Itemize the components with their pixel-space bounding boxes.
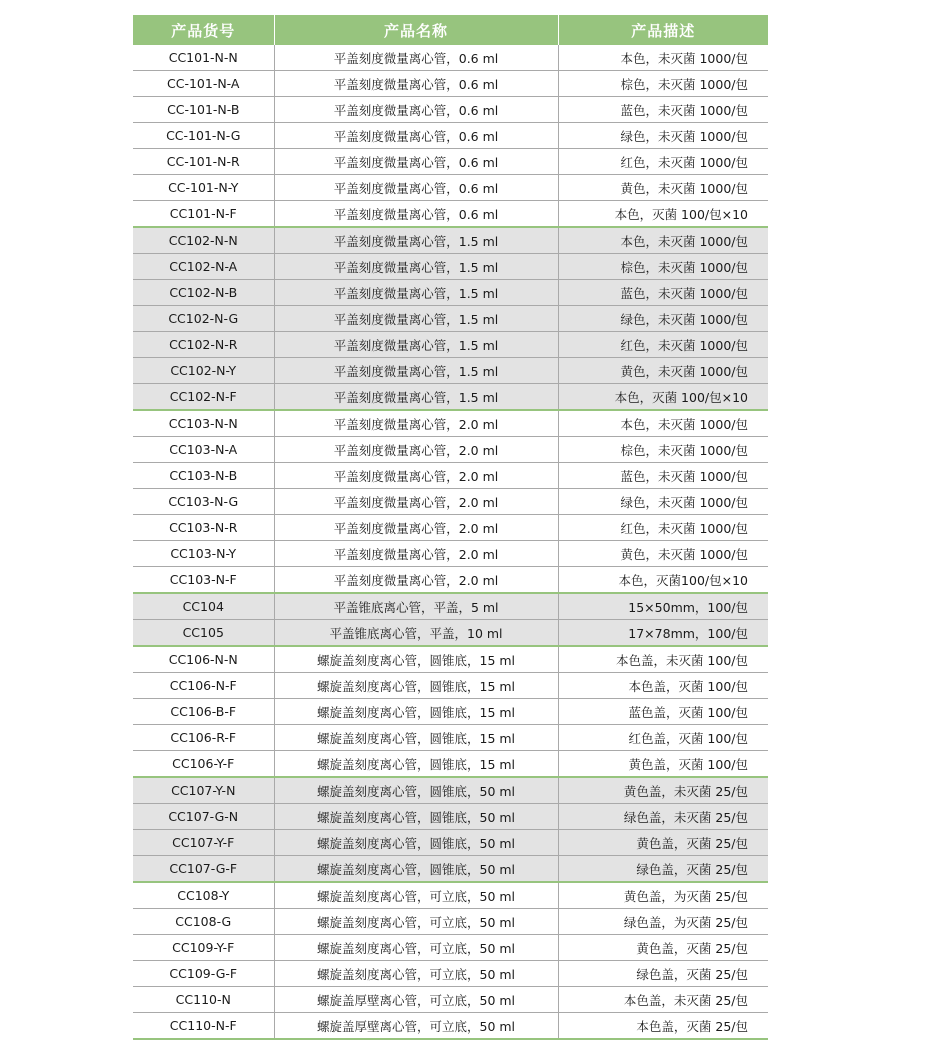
product-code-cell: CC107-Y-F — [133, 830, 274, 856]
table-row — [133, 227, 768, 254]
product-code-cell: CC107-G-F — [133, 856, 274, 883]
table-row — [133, 620, 768, 647]
product-description-cell: 15×50mm，100/包 — [558, 593, 768, 620]
product-description-cell: 绿色盖，灭菌 25/包 — [558, 856, 768, 883]
table-row — [133, 515, 768, 541]
product-code-cell: CC106-Y-F — [133, 751, 274, 778]
table-row — [133, 909, 768, 935]
product-name-cell: 平盖刻度微量离心管，2.0 ml — [274, 541, 558, 567]
product-description-cell: 绿色，未灭菌 1000/包 — [558, 123, 768, 149]
product-code-cell: CC102-N-G — [133, 306, 274, 332]
table-row — [133, 149, 768, 175]
product-code-cell: CC-101-N-R — [133, 149, 274, 175]
product-code-cell: CC104 — [133, 593, 274, 620]
product-name-cell: 螺旋盖刻度离心管，圆锥底，50 ml — [274, 830, 558, 856]
table-row — [133, 489, 768, 515]
product-code-cell: CC106-B-F — [133, 699, 274, 725]
product-description-cell: 棕色，未灭菌 1000/包 — [558, 71, 768, 97]
product-description-cell: 黄色，未灭菌 1000/包 — [558, 358, 768, 384]
product-name-cell: 平盖刻度微量离心管，1.5 ml — [274, 254, 558, 280]
table-row — [133, 384, 768, 411]
product-description-cell: 红色盖，灭菌 100/包 — [558, 725, 768, 751]
product-description-cell: 本色，未灭菌 1000/包 — [558, 45, 768, 71]
product-code-cell: CC106-N-N — [133, 646, 274, 673]
table-row — [133, 437, 768, 463]
product-code-cell: CC103-N-A — [133, 437, 274, 463]
product-description-cell: 绿色盖，灭菌 25/包 — [558, 961, 768, 987]
product-code-cell: CC102-N-B — [133, 280, 274, 306]
product-description-cell: 绿色盖，未灭菌 25/包 — [558, 804, 768, 830]
product-name-cell: 平盖刻度微量离心管，2.0 ml — [274, 437, 558, 463]
product-description-cell: 蓝色，未灭菌 1000/包 — [558, 463, 768, 489]
product-name-cell: 螺旋盖刻度离心管，圆锥底，15 ml — [274, 673, 558, 699]
product-code-cell: CC103-N-Y — [133, 541, 274, 567]
product-code-cell: CC103-N-R — [133, 515, 274, 541]
product-name-cell: 平盖刻度微量离心管，1.5 ml — [274, 384, 558, 411]
product-name-cell: 平盖锥底离心管，平盖，10 ml — [274, 620, 558, 647]
product-name-cell: 平盖刻度微量离心管，1.5 ml — [274, 227, 558, 254]
table-row — [133, 699, 768, 725]
product-code-cell: CC107-Y-N — [133, 777, 274, 804]
product-description-cell: 红色，未灭菌 1000/包 — [558, 332, 768, 358]
product-description-cell: 黄色盖，灭菌 25/包 — [558, 830, 768, 856]
product-description-cell: 棕色，未灭菌 1000/包 — [558, 437, 768, 463]
product-description-cell: 蓝色，未灭菌 1000/包 — [558, 280, 768, 306]
table-row — [133, 987, 768, 1013]
product-name-cell: 平盖刻度微量离心管，0.6 ml — [274, 175, 558, 201]
header-row — [133, 15, 768, 45]
table-row — [133, 541, 768, 567]
table-row — [133, 123, 768, 149]
header-product-code: 产品货号 — [133, 15, 274, 45]
product-name-cell: 螺旋盖刻度离心管，可立底，50 ml — [274, 882, 558, 909]
product-code-cell: CC102-N-F — [133, 384, 274, 411]
product-name-cell: 螺旋盖刻度离心管，可立底，50 ml — [274, 935, 558, 961]
table-body — [133, 45, 768, 1039]
table-row — [133, 175, 768, 201]
table-row — [133, 463, 768, 489]
product-code-cell: CC101-N-F — [133, 201, 274, 228]
product-code-cell: CC107-G-N — [133, 804, 274, 830]
product-code-cell: CC103-N-B — [133, 463, 274, 489]
table-row — [133, 777, 768, 804]
product-description-cell: 黄色盖，灭菌 25/包 — [558, 935, 768, 961]
product-code-cell: CC106-R-F — [133, 725, 274, 751]
table-row — [133, 97, 768, 123]
product-name-cell: 螺旋盖刻度离心管，圆锥底，15 ml — [274, 751, 558, 778]
table-row — [133, 593, 768, 620]
table-row — [133, 882, 768, 909]
product-code-cell: CC103-N-G — [133, 489, 274, 515]
product-code-cell: CC108-G — [133, 909, 274, 935]
product-code-cell: CC101-N-N — [133, 45, 274, 71]
product-name-cell: 螺旋盖刻度离心管，圆锥底，15 ml — [274, 646, 558, 673]
product-name-cell: 螺旋盖厚壁离心管，可立底，50 ml — [274, 1013, 558, 1040]
product-code-cell: CC105 — [133, 620, 274, 647]
product-description-cell: 本色，灭菌100/包×10 — [558, 567, 768, 594]
table-row — [133, 673, 768, 699]
product-code-cell: CC102-N-N — [133, 227, 274, 254]
product-description-cell: 黄色盖，灭菌 100/包 — [558, 751, 768, 778]
table-row — [133, 856, 768, 883]
product-description-cell: 黄色盖，为灭菌 25/包 — [558, 882, 768, 909]
product-description-cell: 绿色，未灭菌 1000/包 — [558, 306, 768, 332]
header-product-name: 产品名称 — [274, 15, 558, 45]
product-code-cell: CC102-N-A — [133, 254, 274, 280]
product-description-cell: 本色盖，未灭菌 25/包 — [558, 987, 768, 1013]
product-code-cell: CC103-N-F — [133, 567, 274, 594]
header-product-description: 产品描述 — [558, 15, 768, 45]
product-name-cell: 平盖刻度微量离心管，1.5 ml — [274, 358, 558, 384]
product-description-cell: 17×78mm，100/包 — [558, 620, 768, 647]
product-description-cell: 本色，灭菌 100/包×10 — [558, 384, 768, 411]
product-description-cell: 黄色，未灭菌 1000/包 — [558, 541, 768, 567]
product-name-cell: 平盖刻度微量离心管，2.0 ml — [274, 567, 558, 594]
product-description-cell: 本色，灭菌 100/包×10 — [558, 201, 768, 228]
product-name-cell: 平盖刻度微量离心管，1.5 ml — [274, 280, 558, 306]
table-row — [133, 935, 768, 961]
table-row — [133, 567, 768, 594]
product-code-cell: CC109-Y-F — [133, 935, 274, 961]
product-name-cell: 平盖刻度微量离心管，0.6 ml — [274, 123, 558, 149]
product-name-cell: 螺旋盖刻度离心管，可立底，50 ml — [274, 909, 558, 935]
product-name-cell: 平盖锥底离心管，平盖，5 ml — [274, 593, 558, 620]
table-row — [133, 71, 768, 97]
product-description-cell: 本色，未灭菌 1000/包 — [558, 227, 768, 254]
product-name-cell: 平盖刻度微量离心管，2.0 ml — [274, 410, 558, 437]
product-name-cell: 平盖刻度微量离心管，1.5 ml — [274, 332, 558, 358]
product-code-cell: CC106-N-F — [133, 673, 274, 699]
product-code-cell: CC108-Y — [133, 882, 274, 909]
product-code-cell: CC-101-N-A — [133, 71, 274, 97]
table-row — [133, 306, 768, 332]
product-code-cell: CC102-N-Y — [133, 358, 274, 384]
product-code-cell: CC102-N-R — [133, 332, 274, 358]
product-description-cell: 黄色盖，未灭菌 25/包 — [558, 777, 768, 804]
product-code-cell: CC110-N-F — [133, 1013, 274, 1040]
table-row — [133, 725, 768, 751]
product-description-cell: 红色，未灭菌 1000/包 — [558, 149, 768, 175]
product-description-cell: 黄色，未灭菌 1000/包 — [558, 175, 768, 201]
table-row — [133, 332, 768, 358]
product-code-cell: CC110-N — [133, 987, 274, 1013]
product-name-cell: 平盖刻度微量离心管，0.6 ml — [274, 97, 558, 123]
product-name-cell: 螺旋盖厚壁离心管，可立底，50 ml — [274, 987, 558, 1013]
product-description-cell: 棕色，未灭菌 1000/包 — [558, 254, 768, 280]
table-row — [133, 804, 768, 830]
product-name-cell: 平盖刻度微量离心管，0.6 ml — [274, 201, 558, 228]
product-name-cell: 螺旋盖刻度离心管，圆锥底，50 ml — [274, 856, 558, 883]
product-description-cell: 蓝色盖，灭菌 100/包 — [558, 699, 768, 725]
product-description-cell: 绿色，未灭菌 1000/包 — [558, 489, 768, 515]
product-code-cell: CC109-G-F — [133, 961, 274, 987]
product-name-cell: 平盖刻度微量离心管，0.6 ml — [274, 45, 558, 71]
product-catalog-table — [133, 15, 768, 1040]
table-row — [133, 45, 768, 71]
table-row — [133, 254, 768, 280]
product-description-cell: 本色盖，未灭菌 100/包 — [558, 646, 768, 673]
product-name-cell: 平盖刻度微量离心管，0.6 ml — [274, 149, 558, 175]
product-code-cell: CC-101-N-Y — [133, 175, 274, 201]
table-header — [133, 15, 768, 45]
table-row — [133, 201, 768, 228]
product-code-cell: CC103-N-N — [133, 410, 274, 437]
table-row — [133, 751, 768, 778]
table-row — [133, 280, 768, 306]
table-row — [133, 646, 768, 673]
product-code-cell: CC-101-N-G — [133, 123, 274, 149]
table-row — [133, 961, 768, 987]
product-description-cell: 本色，未灭菌 1000/包 — [558, 410, 768, 437]
product-name-cell: 螺旋盖刻度离心管，圆锥底，50 ml — [274, 804, 558, 830]
product-name-cell: 平盖刻度微量离心管，1.5 ml — [274, 306, 558, 332]
table-row — [133, 358, 768, 384]
product-name-cell: 螺旋盖刻度离心管，圆锥底，15 ml — [274, 699, 558, 725]
product-name-cell: 平盖刻度微量离心管，2.0 ml — [274, 489, 558, 515]
product-name-cell: 平盖刻度微量离心管，2.0 ml — [274, 463, 558, 489]
table-row — [133, 1013, 768, 1040]
product-name-cell: 平盖刻度微量离心管，2.0 ml — [274, 515, 558, 541]
product-description-cell: 本色盖，灭菌 100/包 — [558, 673, 768, 699]
product-name-cell: 螺旋盖刻度离心管，圆锥底，15 ml — [274, 725, 558, 751]
product-description-cell: 蓝色，未灭菌 1000/包 — [558, 97, 768, 123]
table-row — [133, 410, 768, 437]
product-description-cell: 绿色盖，为灭菌 25/包 — [558, 909, 768, 935]
product-name-cell: 螺旋盖刻度离心管，可立底，50 ml — [274, 961, 558, 987]
product-name-cell: 螺旋盖刻度离心管，圆锥底，50 ml — [274, 777, 558, 804]
product-name-cell: 平盖刻度微量离心管，0.6 ml — [274, 71, 558, 97]
product-description-cell: 本色盖，灭菌 25/包 — [558, 1013, 768, 1040]
product-code-cell: CC-101-N-B — [133, 97, 274, 123]
table-row — [133, 830, 768, 856]
product-description-cell: 红色，未灭菌 1000/包 — [558, 515, 768, 541]
